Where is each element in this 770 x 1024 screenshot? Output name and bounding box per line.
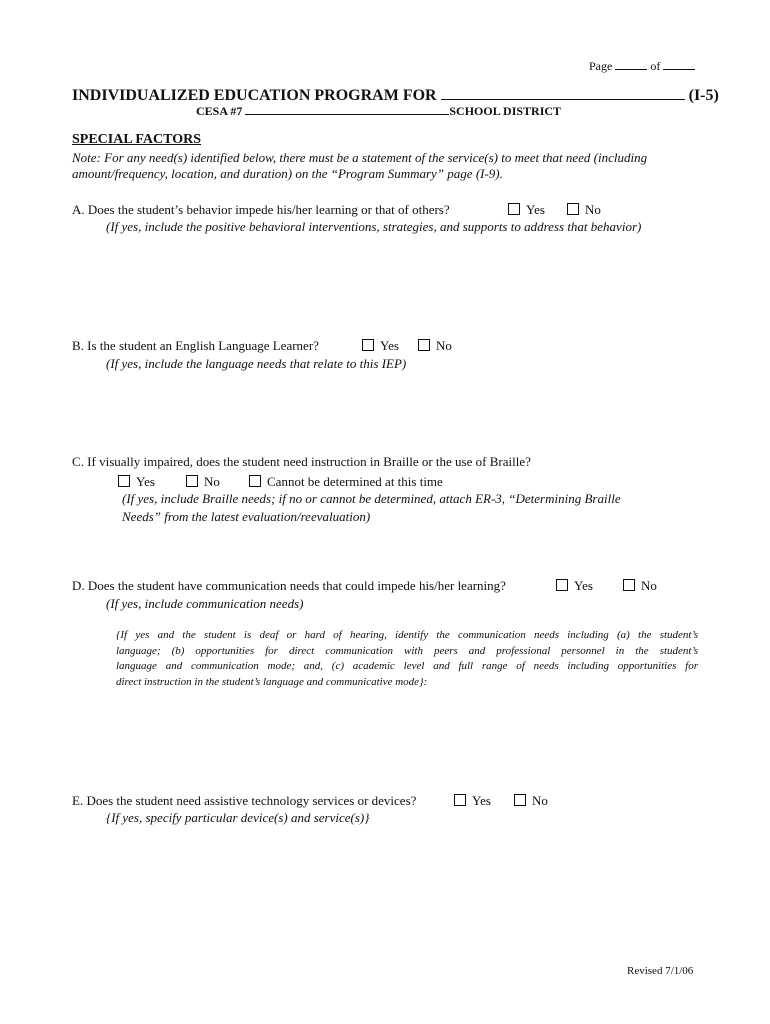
special-factors-heading: SPECIAL FACTORS bbox=[72, 132, 202, 147]
question-e-text: E. Does the student need assistive technology services or devices? bbox=[72, 793, 417, 808]
deaf-instruction-line-2: language; (b) opportunities for direct communication with peers and professional personnel in the student’s bbox=[116, 644, 698, 657]
question-d-yes-option[interactable] bbox=[556, 578, 593, 594]
question-a-yes-label: Yes bbox=[526, 202, 545, 217]
question-c-no-label: No bbox=[204, 474, 220, 489]
question-c-text: C. If visually impaired, does the student need instruction in Braille or the use of Braille? bbox=[72, 454, 531, 469]
page-number-line bbox=[589, 57, 695, 74]
question-d-deaf-instructions bbox=[116, 628, 698, 690]
question-a-no-label: No bbox=[585, 202, 601, 217]
note-line-1: Note: For any need(s) identified below, there must be a statement of the service(s) to meet that need (including bbox=[72, 150, 648, 165]
question-d-no-checkbox[interactable] bbox=[623, 579, 635, 591]
question-b-yes-checkbox[interactable] bbox=[362, 339, 374, 351]
deaf-instruction-line-3: language and communication mode; and, (c) academic level and full range of needs including opportunities for bbox=[116, 660, 698, 672]
question-c-no-option[interactable] bbox=[186, 474, 220, 490]
page-total-field[interactable] bbox=[663, 57, 695, 70]
question-b-instruction: (If yes, include the language needs that relate to this IEP) bbox=[106, 356, 407, 371]
question-c-instruction-line-1: (If yes, include Braille needs; if no or cannot be determined, attach ER-3, “Determining Braille bbox=[122, 491, 621, 506]
question-c-yes-label: Yes bbox=[136, 474, 155, 489]
question-b-no-checkbox[interactable] bbox=[418, 339, 430, 351]
revision-date: Revised 7/1/06 bbox=[627, 965, 694, 977]
question-a-yes-option[interactable] bbox=[508, 202, 545, 218]
student-name-field[interactable] bbox=[441, 85, 685, 100]
note-line-2: amount/frequency, location, and duration) on the “Program Summary” page (I-9). bbox=[72, 166, 503, 181]
question-e-no-option[interactable] bbox=[514, 793, 548, 809]
question-e-yes-checkbox[interactable] bbox=[454, 794, 466, 806]
question-d-yes-checkbox[interactable] bbox=[556, 579, 568, 591]
page-number-field[interactable] bbox=[615, 57, 647, 70]
deaf-instruction-line-4: direct instruction in the student’s language and communicative mode}: bbox=[116, 675, 428, 688]
question-d-no-option[interactable] bbox=[623, 578, 657, 594]
question-a-no-checkbox[interactable] bbox=[567, 203, 579, 215]
question-a bbox=[72, 202, 450, 218]
question-b-yes-option[interactable] bbox=[362, 338, 399, 354]
deaf-instruction-line-1: {If yes and the student is deaf or hard of hearing, identify the communication needs including (a) the student’s bbox=[116, 629, 698, 641]
question-a-instruction: (If yes, include the positive behavioral interventions, strategies, and supports to address that behavior) bbox=[106, 219, 642, 234]
question-a-text: A. Does the student’s behavior impede his/her learning or that of others? bbox=[72, 202, 450, 217]
question-d-text: D. Does the student have communication needs that could impede his/her learning? bbox=[72, 578, 506, 593]
question-a-no-option[interactable] bbox=[567, 202, 601, 218]
district-name-field[interactable] bbox=[245, 102, 449, 115]
question-b-text: B. Is the student an English Language Learner? bbox=[72, 338, 319, 353]
question-e-yes-label: Yes bbox=[472, 793, 491, 808]
question-d-no-label: No bbox=[641, 578, 657, 593]
question-d-yes-label: Yes bbox=[574, 578, 593, 593]
question-b-no-label: No bbox=[436, 338, 452, 353]
question-c-no-checkbox[interactable] bbox=[186, 475, 198, 487]
question-b-no-option[interactable] bbox=[418, 338, 452, 354]
question-c-yes-option[interactable] bbox=[118, 474, 155, 490]
title-text: INDIVIDUALIZED EDUCATION PROGRAM FOR bbox=[72, 87, 437, 104]
page-label: Page bbox=[589, 59, 613, 73]
question-e-no-label: No bbox=[532, 793, 548, 808]
question-c-yes-checkbox[interactable] bbox=[118, 475, 130, 487]
question-e-no-checkbox[interactable] bbox=[514, 794, 526, 806]
question-e-yes-option[interactable] bbox=[454, 793, 491, 809]
question-c-instruction-line-2: Needs” from the latest evaluation/reevaluation) bbox=[122, 509, 371, 524]
question-d-instruction: (If yes, include communication needs) bbox=[106, 596, 304, 611]
page-of-label: of bbox=[650, 59, 661, 73]
question-c-cannot-label: Cannot be determined at this time bbox=[267, 474, 443, 489]
question-b-yes-label: Yes bbox=[380, 338, 399, 353]
cesa-label: CESA #7 bbox=[196, 104, 243, 118]
school-district-label: SCHOOL DISTRICT bbox=[449, 104, 562, 118]
form-code: (I-5) bbox=[688, 87, 719, 104]
question-c-cannot-checkbox[interactable] bbox=[249, 475, 261, 487]
question-e-instruction: {If yes, specify particular device(s) and service(s)} bbox=[106, 810, 370, 825]
question-a-yes-checkbox[interactable] bbox=[508, 203, 520, 215]
question-c-cannot-option[interactable] bbox=[249, 474, 443, 490]
district-line bbox=[196, 102, 561, 119]
